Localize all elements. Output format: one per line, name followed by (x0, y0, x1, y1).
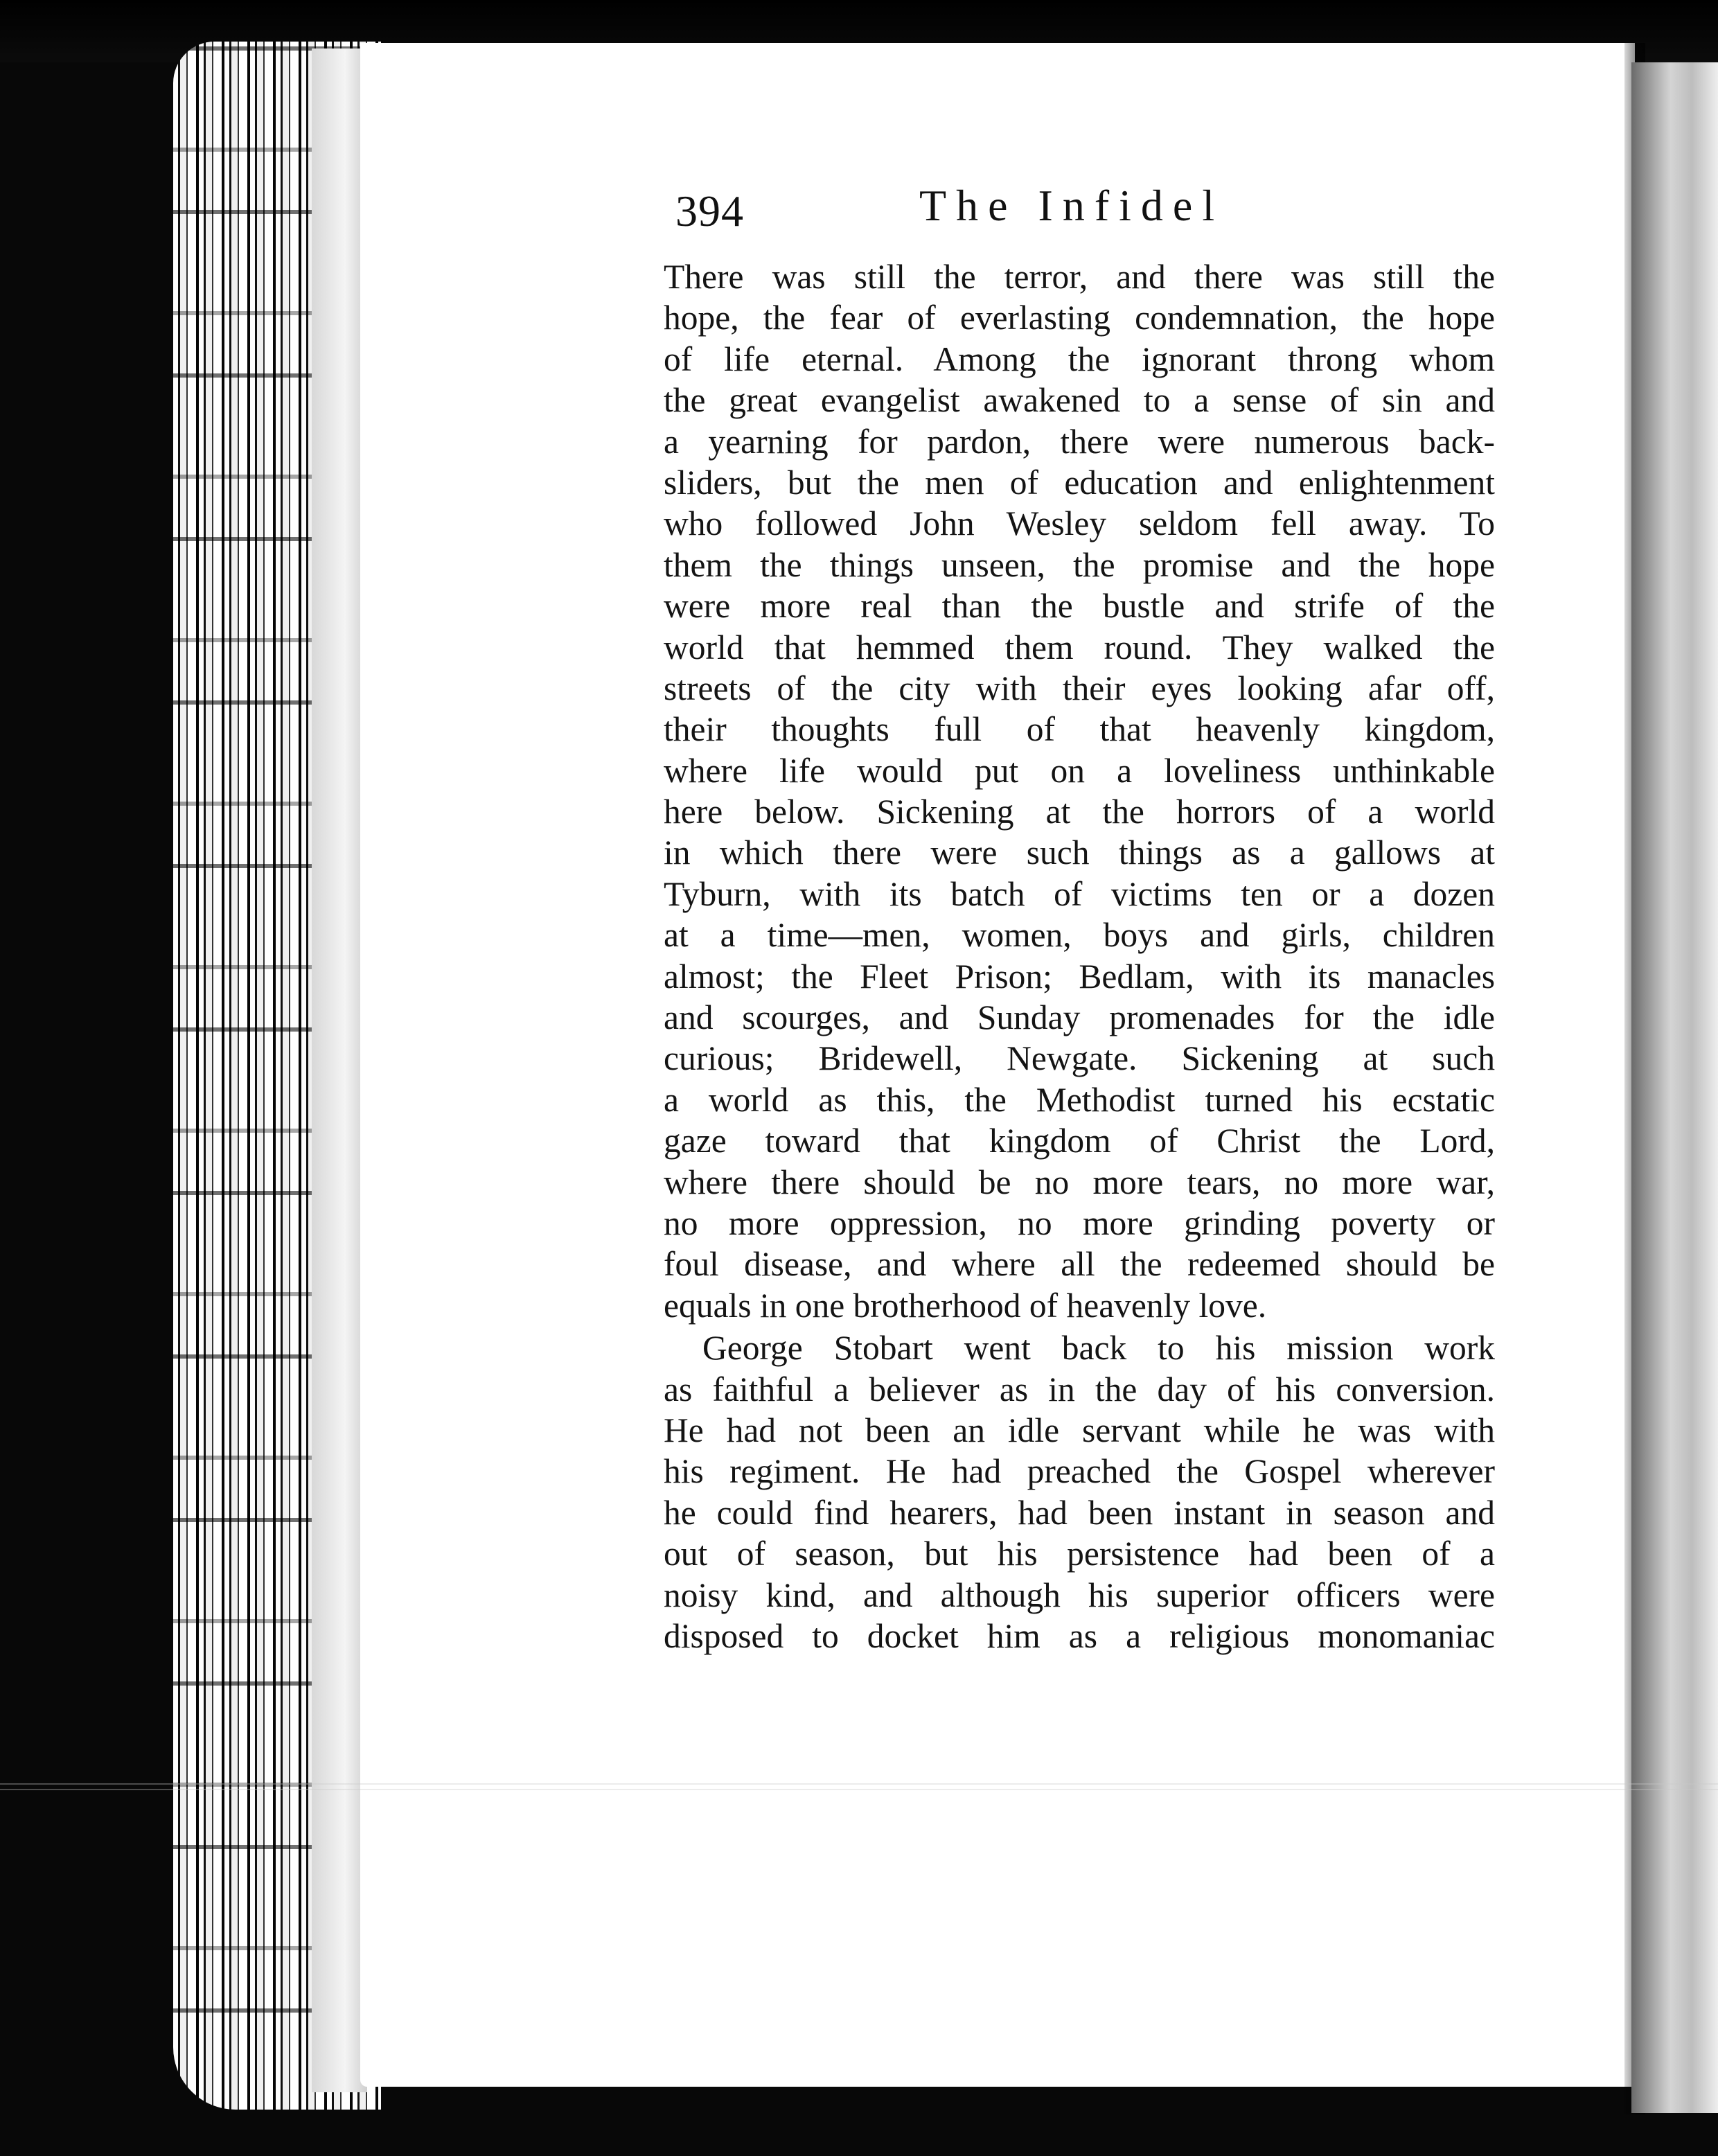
text-line: he could find hearers, had been instant in season and (664, 1493, 1495, 1532)
text-line: were more real than the bustle and strife of the (664, 587, 1495, 626)
text-line: hope, the fear of everlasting condemnation, the hope (664, 299, 1495, 337)
text-line: of life eternal. Among the ignorant throng whom (664, 339, 1495, 378)
text-line: disposed to docket him as a religious monomaniac (664, 1616, 1495, 1655)
text-line: sliders, but the men of education and enlightenment (664, 463, 1495, 502)
text-line: equals in one brotherhood of heavenly love. (664, 1286, 1267, 1325)
text-line: almost; the Fleet Prison; Bedlam, with its manacles (664, 957, 1495, 996)
text-line: who followed John Wesley seldom fell away. To (664, 504, 1495, 543)
text-line: foul disease, and where all the redeemed should be (664, 1245, 1495, 1284)
page-number: 394 (675, 186, 744, 236)
text-line: the great evangelist awakened to a sense of sin and (664, 381, 1495, 420)
text-line: streets of the city with their eyes looking afar off, (664, 669, 1495, 707)
body-text (664, 256, 1495, 1656)
text-line: There was still the terror, and there was still the (664, 258, 1495, 296)
page-stack-edge (312, 48, 367, 2092)
text-line: where there should be no more tears, no more war, (664, 1163, 1495, 1201)
text-line: Tyburn, with its batch of victims ten or a dozen (664, 874, 1495, 913)
paragraph (664, 256, 1495, 1326)
scan-artifact-line (0, 1783, 1718, 1785)
facing-page-strip (1631, 62, 1718, 2113)
running-head (675, 180, 1493, 242)
text-line: out of season, but his persistence had been of a (664, 1535, 1495, 1573)
text-line: where life would put on a loveliness unthinkable (664, 751, 1495, 790)
running-title: The Infidel (919, 181, 1225, 230)
text-line: a world as this, the Methodist turned his ecstatic (664, 1080, 1495, 1119)
text-line: them the things unseen, the promise and the hope (664, 545, 1495, 584)
text-line: world that hemmed them round. They walked the (664, 628, 1495, 666)
text-line: as faithful a believer as in the day of his conversion. (664, 1370, 1495, 1408)
text-line: George Stobart went back to his mission work (702, 1329, 1495, 1368)
text-line: a yearning for pardon, there were numerous back- (664, 422, 1495, 461)
text-line: gaze toward that kingdom of Christ the Lord, (664, 1122, 1495, 1160)
text-line: here below. Sickening at the horrors of a world (664, 793, 1495, 831)
text-line: noisy kind, and although his superior officers were (664, 1575, 1495, 1614)
scan-artifact-line (0, 1789, 1718, 1790)
paragraph (664, 1327, 1495, 1656)
text-line: curious; Bridewell, Newgate. Sickening at such (664, 1039, 1495, 1078)
text-line: no more oppression, no more grinding poverty or (664, 1203, 1495, 1242)
text-line: their thoughts full of that heavenly kingdom, (664, 710, 1495, 749)
text-line: in which there were such things as a gallows at (664, 833, 1495, 872)
text-line: He had not been an idle servant while he was with (664, 1411, 1495, 1449)
text-line: his regiment. He had preached the Gospel wherever (664, 1452, 1495, 1491)
text-line: and scourges, and Sunday promenades for the idle (664, 998, 1495, 1037)
text-line: at a time—men, women, boys and girls, children (664, 916, 1495, 955)
